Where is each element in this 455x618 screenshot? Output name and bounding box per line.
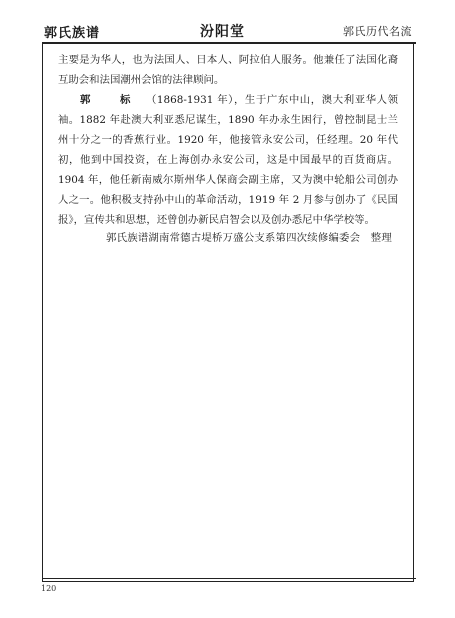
header-hall-name: 汾阳堂 bbox=[200, 24, 245, 40]
footer-rule bbox=[42, 578, 416, 579]
page-header bbox=[42, 20, 414, 42]
paragraph-guo-biao bbox=[58, 90, 398, 230]
paragraph-continuation: 主要是为华人，也为法国人、日本人、阿拉伯人服务。他兼任了法国化裔互助会和法国潮州会馆的法律顾问。 bbox=[58, 54, 398, 86]
person-biography: （1868-1931 年），生于广东中山，澳大利亚华人领袖。1882 年赴澳大利亚悉尼谋生，1890 年办永生困行，曾控制昆士兰州十分之一的香蕉行业。1920 年，他接管永安公司，任经理。20 年代初，他到中国投资，在上海创办永安公司，这是中国最早的百货商店。1904 年，他任新南威尔斯州华人保商会副主席，又为澳中轮船公司创办人之一。他积极支持孙中山的革命活动，1919 年 2 月参与创办了《民国报》，宣传共和思想，还曾创办新民启智会以及创办悉尼中华学校等。 bbox=[58, 94, 399, 226]
person-name: 郭 标 bbox=[80, 94, 140, 106]
header-book-title: 郭氏族谱 bbox=[44, 26, 101, 41]
editorial-signature: 郭氏族谱湖南常德古堤桥万盛公支系第四次续修编委会 整理 bbox=[106, 232, 392, 244]
page-number: 120 bbox=[41, 584, 57, 593]
body-text bbox=[58, 50, 398, 230]
header-section-title: 郭氏历代名流 bbox=[343, 25, 412, 38]
